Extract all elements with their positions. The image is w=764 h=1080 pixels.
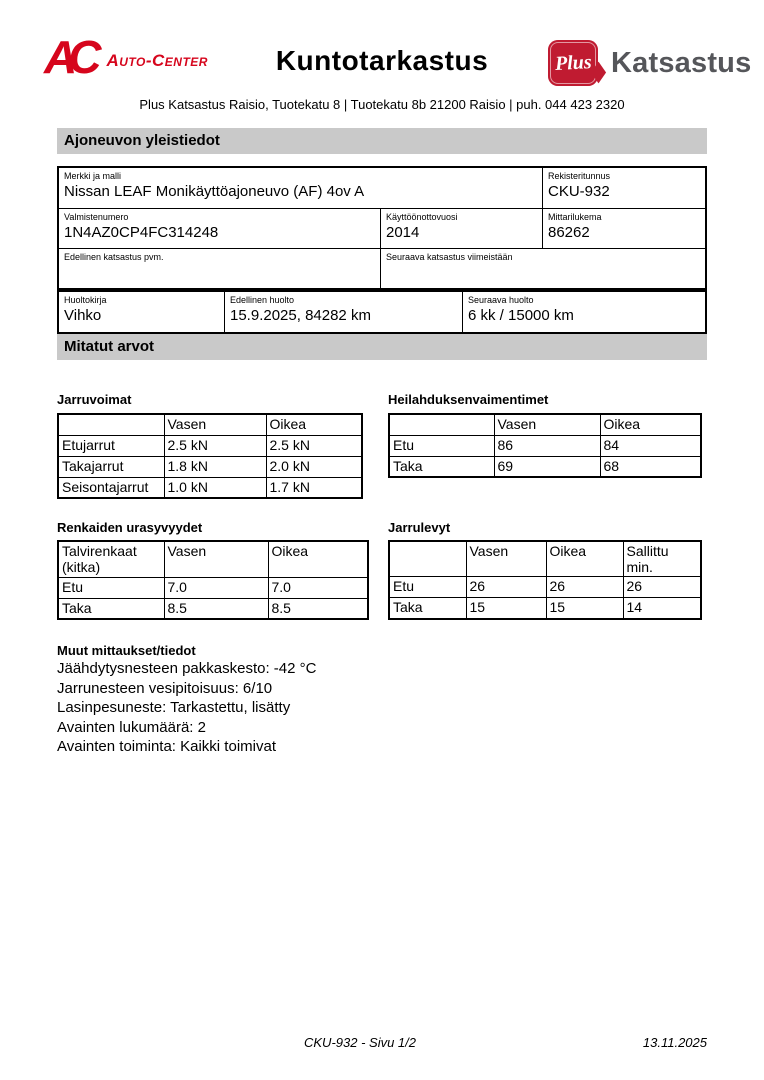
measurement-line: Avainten toiminta: Kaikki toimivat	[57, 738, 276, 755]
cell-value: 2.0 kN	[266, 456, 362, 477]
row-label: Etu	[389, 435, 494, 456]
header-cell: Talvirenkaat (kitka)	[58, 541, 164, 577]
station-address: Plus Katsastus Raisio, Tuotekatu 8 | Tuotekatu 8b 21200 Raisio | puh. 044 423 2320	[139, 97, 625, 112]
cell-value: 7.0	[268, 577, 368, 598]
field-value: 1N4AZ0CP4FC314248	[64, 224, 219, 241]
field-seuraava-katsastus	[380, 249, 705, 288]
cell-value: 26	[466, 577, 546, 598]
field-merkki-ja-malli	[59, 168, 542, 208]
row-label: Etu	[389, 577, 466, 598]
table-row	[58, 577, 368, 598]
cell-value: 68	[600, 456, 701, 477]
measurement-line: Jarrunesteen vesipitoisuus: 6/10	[57, 679, 273, 697]
other-measurements-list	[57, 659, 316, 757]
row-label: Seisontajarrut	[58, 477, 164, 498]
table-row	[58, 477, 362, 498]
header-cell: Vasen	[164, 414, 266, 435]
measurement-line: Avainten lukumäärä: 2	[57, 718, 206, 736]
header-cell: Vasen	[466, 541, 546, 577]
header-cell: Sallittu min.	[623, 541, 701, 577]
section-header-general: Ajoneuvon yleistiedot	[57, 128, 707, 154]
table-row	[389, 598, 701, 619]
header-cell: Oikea	[268, 541, 368, 577]
header-cell	[58, 414, 164, 435]
cell-value: 8.5	[268, 598, 368, 619]
auto-center-logo-text: Auto-Center	[106, 51, 208, 70]
jarrulevyt-title: Jarrulevyt	[388, 520, 451, 535]
header-cell	[389, 541, 466, 577]
table-row	[389, 435, 701, 456]
speech-bubble-tail-icon	[591, 62, 606, 84]
jarruvoimat-title: Jarruvoimat	[57, 392, 132, 407]
cell-value: 2.5 kN	[266, 435, 362, 456]
field-value: Vihko	[64, 307, 102, 324]
renkaiden-urasyvyydet-table	[57, 540, 369, 620]
row-label: Takajarrut	[58, 456, 164, 477]
table-header-row	[389, 541, 701, 577]
row-label: Etujarrut	[58, 435, 164, 456]
auto-center-logo-icon: AC	[44, 31, 93, 83]
header-cell: Oikea	[266, 414, 362, 435]
plus-bubble-icon	[548, 40, 598, 86]
cell-value: 86	[494, 435, 600, 456]
field-label: Merkki ja malli	[64, 171, 122, 181]
field-mittarilukema	[542, 209, 705, 248]
field-label: Edellinen huolto	[230, 295, 295, 305]
field-label: Mittarilukema	[548, 212, 602, 222]
cell-value: 8.5	[164, 598, 268, 619]
header-cell	[389, 414, 494, 435]
row-label: Etu	[58, 577, 164, 598]
heilahduksenvaimentimet-table	[388, 413, 702, 478]
plus-katsastus-logo-text: Katsastus	[611, 46, 752, 79]
field-value: 86262	[548, 224, 590, 241]
field-label: Huoltokirja	[64, 295, 107, 305]
cell-value: 15	[546, 598, 623, 619]
cell-value: 1.8 kN	[164, 456, 266, 477]
field-label: Valmistenumero	[64, 212, 129, 222]
field-kayttoonottovuosi	[380, 209, 542, 248]
cell-value: 2.5 kN	[164, 435, 266, 456]
field-label: Käyttöönottovuosi	[386, 212, 458, 222]
table-header-row	[389, 414, 701, 435]
field-label: Seuraava huolto	[468, 295, 534, 305]
plus-katsastus-logo	[548, 40, 751, 86]
service-info-table	[57, 290, 707, 334]
renkaiden-urasyvyydet-title: Renkaiden urasyvyydet	[57, 520, 203, 535]
cell-value: 69	[494, 456, 600, 477]
field-edellinen-katsastus	[59, 249, 380, 288]
measurement-line: Lasinpesuneste: Tarkastettu, lisätty	[57, 699, 291, 716]
measurement-line: Jäähdytysnesteen pakkaskesto: -42 °C	[57, 660, 317, 677]
table-row	[58, 598, 368, 619]
other-measurements-title: Muut mittaukset/tiedot	[57, 643, 196, 658]
cell-value: 26	[623, 577, 701, 598]
table-header-row	[58, 414, 362, 435]
header-cell: Vasen	[494, 414, 600, 435]
cell-value: 1.0 kN	[164, 477, 266, 498]
field-seuraava-huolto	[462, 292, 705, 332]
table-row	[59, 248, 705, 288]
cell-value: 15	[466, 598, 546, 619]
table-header-row	[58, 541, 368, 577]
field-value: 6 kk / 15000 km	[468, 307, 574, 324]
footer-date: 13.11.2025	[642, 1035, 707, 1050]
header-cell: Oikea	[546, 541, 623, 577]
field-value: 2014	[386, 224, 420, 241]
table-row	[389, 577, 701, 598]
cell-value: 1.7 kN	[266, 477, 362, 498]
field-value: CKU-932	[548, 183, 610, 200]
table-row	[59, 208, 705, 248]
row-label: Taka	[389, 456, 494, 477]
plus-bubble-text: Plus	[554, 50, 592, 75]
field-value: Nissan LEAF Monikäyttöajoneuvo (AF) 4ov A	[64, 183, 365, 200]
header-cell: Vasen	[164, 541, 268, 577]
jarrulevyt-table	[388, 540, 702, 620]
footer-page-info: CKU-932 - Sivu 1/2	[304, 1035, 416, 1050]
row-label: Taka	[58, 598, 164, 619]
field-label: Edellinen katsastus pvm.	[64, 252, 164, 262]
header-cell: Oikea	[600, 414, 701, 435]
field-rekisteritunnus	[542, 168, 705, 208]
section-header-measured: Mitatut arvot	[57, 334, 707, 360]
row-label: Taka	[389, 598, 466, 619]
cell-value: 26	[546, 577, 623, 598]
cell-value: 14	[623, 598, 701, 619]
cell-value: 84	[600, 435, 701, 456]
table-row	[58, 435, 362, 456]
field-huoltokirja	[59, 292, 224, 332]
field-label: Rekisteritunnus	[548, 171, 611, 181]
jarruvoimat-table	[57, 413, 363, 499]
table-row	[389, 456, 701, 477]
heilahduksenvaimentimet-title: Heilahduksenvaimentimet	[388, 392, 549, 407]
field-edellinen-huolto	[224, 292, 462, 332]
field-valmistenumero	[59, 209, 380, 248]
table-row	[59, 292, 705, 332]
field-label: Seuraava katsastus viimeistään	[386, 252, 513, 262]
cell-value: 7.0	[164, 577, 268, 598]
page-title: Kuntotarkastus	[275, 45, 489, 76]
table-row	[58, 456, 362, 477]
field-value: 15.9.2025, 84282 km	[230, 307, 371, 324]
table-row	[59, 168, 705, 208]
vehicle-info-table	[57, 166, 707, 290]
